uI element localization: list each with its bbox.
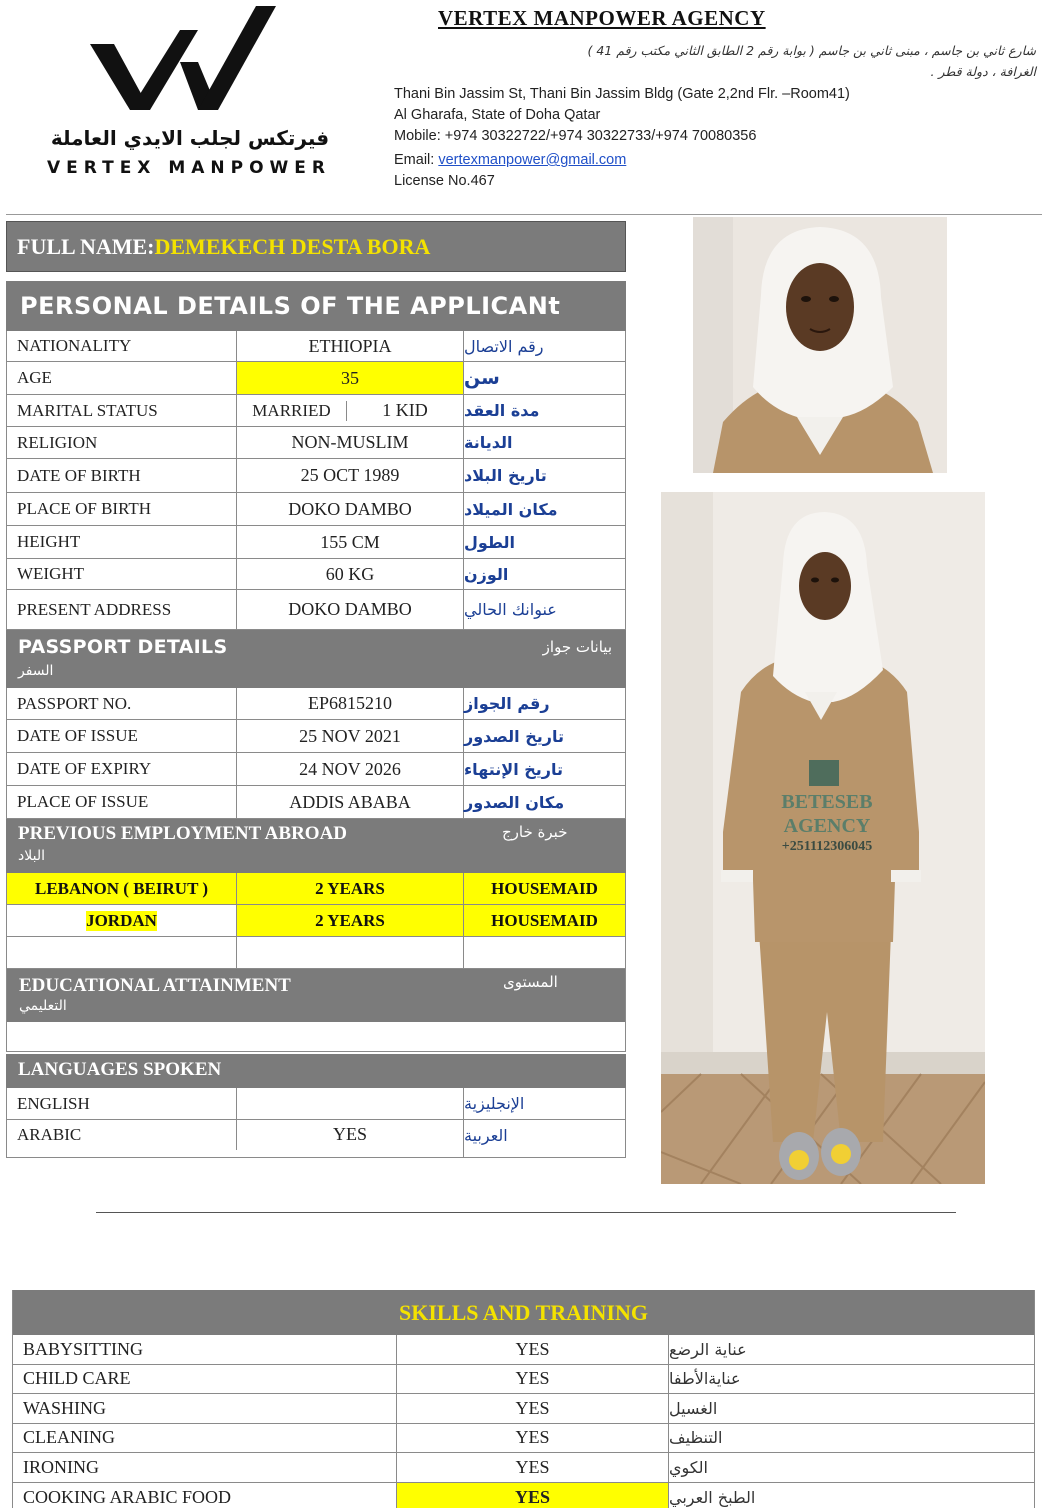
language-row-english (6, 1088, 626, 1120)
passport-row-number (6, 688, 626, 720)
passport-row-place-of-issue (6, 786, 626, 819)
skill-row-child-care (13, 1365, 1034, 1395)
row-label: DATE OF ISSUE (7, 720, 237, 752)
row-label: ARABIC (7, 1120, 237, 1150)
row-arabic: رقم الاتصال (464, 336, 544, 356)
row-label: PLACE OF BIRTH (7, 493, 237, 525)
employment-country-cell (7, 905, 237, 936)
employment-years: 2 YEARS (237, 905, 464, 936)
skill-row-ironing (13, 1453, 1034, 1483)
full-name-label: FULL NAME: (17, 233, 155, 259)
row-label: PRESENT ADDRESS (7, 590, 237, 629)
employment-position: HOUSEMAID (464, 905, 625, 936)
personal-row-present-address (6, 590, 626, 630)
email-label: Email: (394, 152, 439, 168)
employment-row-empty (6, 937, 626, 969)
personal-row-date-of-birth (6, 459, 626, 493)
row-label: NATIONALITY (7, 331, 237, 361)
row-label: AGE (7, 362, 237, 394)
skills-heading: SKILLS AND TRAINING (13, 1290, 1034, 1335)
section-divider (96, 1212, 956, 1213)
skill-value: YES (397, 1335, 669, 1364)
skill-row-babysitting (13, 1335, 1034, 1365)
row-value (237, 1088, 464, 1119)
languages-heading (6, 1054, 626, 1088)
row-value: EP6815210 (237, 688, 464, 719)
skills-table (12, 1290, 1035, 1508)
full-name-band (6, 221, 626, 272)
employment-years: 2 YEARS (237, 873, 464, 904)
agency-logo (8, 0, 368, 195)
row-label: DATE OF BIRTH (7, 459, 237, 492)
row-arabic: تاريخ البلاد (464, 466, 547, 485)
applicant-form (6, 221, 626, 1158)
applicant-portrait-photo (693, 217, 947, 473)
employment-row (6, 905, 626, 937)
marital-status-value: MARRIED (237, 401, 347, 421)
row-arabic: العربية (464, 1125, 508, 1145)
row-arabic: سن (464, 367, 500, 389)
row-arabic: مكان الميلاد (464, 499, 558, 519)
skill-value: YES (397, 1365, 669, 1394)
skill-value: YES (397, 1424, 669, 1453)
row-arabic: مكان الصدور (464, 792, 565, 812)
arabic-address-line-2: الغرافة ، دولة قطر . (930, 64, 1036, 79)
mobile-line: Mobile: +974 30322722/+974 30322733/+974 70080356 (394, 128, 757, 144)
passport-row-date-of-issue (6, 720, 626, 753)
empty-cell (7, 937, 237, 968)
section-title: PASSPORT DETAILS (18, 636, 228, 658)
children-value: 1 KID (382, 400, 428, 420)
personal-details-heading: PERSONAL DETAILS OF THE APPLICANt (6, 281, 626, 331)
personal-row-marital-status (6, 395, 626, 427)
row-value: 24 NOV 2026 (237, 753, 464, 785)
employment-country: LEBANON ( BEIRUT ) (7, 873, 237, 904)
row-label: RELIGION (7, 427, 237, 458)
section-title-arabic-2: السفر (18, 663, 54, 679)
row-label: MARITAL STATUS (7, 395, 237, 426)
row-value: 35 (237, 362, 464, 394)
address-line-2: Al Gharafa, State of Doha Qatar (394, 107, 601, 123)
applicant-full-body-photo (661, 492, 985, 1184)
skill-arabic: عنايةالأطفا (669, 1369, 741, 1389)
row-value: 25 OCT 1989 (237, 459, 464, 492)
section-title: LANGUAGES SPOKEN (18, 1059, 222, 1080)
shirt-print-line-3: +251112306045 (781, 839, 873, 854)
email-link[interactable]: vertexmanpower@gmail.com (438, 152, 627, 168)
logo-latin-text: VERTEX MANPOWER (47, 158, 331, 178)
skill-arabic: عناية الرضع (669, 1339, 747, 1359)
row-arabic: الديانة (464, 433, 513, 452)
skill-label: WASHING (13, 1394, 397, 1423)
personal-row-age (6, 362, 626, 395)
email-line (394, 147, 850, 171)
skill-arabic: الغسيل (669, 1398, 718, 1418)
education-heading (6, 969, 626, 1022)
header-divider (6, 214, 1042, 215)
row-arabic: تاريخ الصدور (464, 726, 564, 746)
row-label: DATE OF EXPIRY (7, 753, 237, 785)
agency-contact-info (394, 84, 850, 192)
skill-row-washing (13, 1394, 1034, 1424)
row-value: 25 NOV 2021 (237, 720, 464, 752)
passport-details-heading (6, 630, 626, 688)
empty-cell (464, 937, 625, 968)
section-title-arabic: المستوى (503, 973, 558, 991)
personal-row-nationality (6, 331, 626, 362)
employment-position: HOUSEMAID (464, 873, 625, 904)
row-arabic: الإنجليزية (464, 1094, 525, 1113)
skill-label: CLEANING (13, 1424, 397, 1453)
license-line: License No.467 (394, 173, 495, 189)
section-title: EDUCATIONAL ATTAINMENT (19, 975, 291, 996)
row-value: DOKO DAMBO (237, 590, 464, 629)
arabic-address-line-1: شارع ثاني بن جاسم ، مبنى ثاني بن جاسم ( بوابة رقم 2 الطابق الثاني مكتب رقم 41 ) (587, 43, 1036, 58)
row-arabic: مدة العقد (464, 401, 540, 420)
row-value: ETHIOPIA (237, 331, 464, 361)
skill-value: YES (397, 1394, 669, 1423)
skill-label: COOKING ARABIC FOOD (13, 1483, 397, 1508)
personal-row-place-of-birth (6, 493, 626, 526)
shirt-print-line-2: AGENCY (783, 815, 871, 837)
logo-arabic-text: فيرتكس لجلب الايدي العاملة (50, 126, 330, 150)
section-title-arabic-2: البلاد (18, 848, 45, 864)
row-arabic: الطول (464, 532, 515, 552)
row-value: YES (237, 1120, 464, 1157)
row-arabic: رقم الجواز (464, 694, 550, 713)
agency-title: VERTEX MANPOWER AGENCY (438, 6, 766, 30)
row-arabic: عنوانك الحالي (464, 600, 557, 619)
agency-arabic-address (388, 40, 1036, 82)
skill-label: IRONING (13, 1453, 397, 1482)
personal-row-height (6, 526, 626, 559)
row-value: DOKO DAMBO (237, 493, 464, 525)
section-title: PREVIOUS EMPLOYMENT ABROAD (18, 823, 348, 844)
education-row-empty (6, 1022, 626, 1052)
section-title-arabic: خبرة خارج (502, 823, 568, 841)
personal-row-religion (6, 427, 626, 459)
skill-value: YES (397, 1453, 669, 1482)
row-value-split (237, 395, 464, 426)
section-title-arabic: بيانات جواز (542, 638, 612, 656)
row-arabic: الوزن (464, 564, 509, 584)
row-label: PLACE OF ISSUE (7, 786, 237, 818)
row-label: ENGLISH (7, 1088, 237, 1119)
shirt-print-line-1: BETESEB (781, 791, 873, 813)
skill-arabic: الطبخ العربي (669, 1487, 756, 1507)
row-value: 60 KG (237, 559, 464, 589)
row-value: NON-MUSLIM (237, 427, 464, 458)
row-arabic: تاريخ الإنتهاء (464, 759, 564, 779)
personal-row-weight (6, 559, 626, 590)
row-label: HEIGHT (7, 526, 237, 558)
skill-label: BABYSITTING (13, 1335, 397, 1364)
vw-logo-icon (86, 2, 296, 122)
row-label: WEIGHT (7, 559, 237, 589)
skill-row-cleaning (13, 1424, 1034, 1454)
skill-label: CHILD CARE (13, 1365, 397, 1394)
row-label: PASSPORT NO. (7, 688, 237, 719)
skill-row-cooking-arabic-food (13, 1483, 1034, 1508)
passport-row-date-of-expiry (6, 753, 626, 786)
address-line-1: Thani Bin Jassim St, Thani Bin Jassim Bldg (Gate 2,2nd Flr. –Room41) (394, 86, 850, 102)
section-title-arabic-2: التعليمي (19, 998, 67, 1014)
previous-employment-heading (6, 819, 626, 873)
skill-arabic: التنظيف (669, 1428, 723, 1448)
skill-value: YES (397, 1483, 669, 1508)
row-value: ADDIS ABABA (237, 786, 464, 818)
empty-cell (237, 937, 464, 968)
skill-arabic: الكوي (669, 1457, 708, 1477)
row-value: 155 CM (237, 526, 464, 558)
employment-row (6, 873, 626, 905)
language-row-arabic (6, 1120, 626, 1158)
full-name-value: DEMEKECH DESTA BORA (154, 233, 431, 259)
employment-country: JORDAN (86, 910, 157, 930)
